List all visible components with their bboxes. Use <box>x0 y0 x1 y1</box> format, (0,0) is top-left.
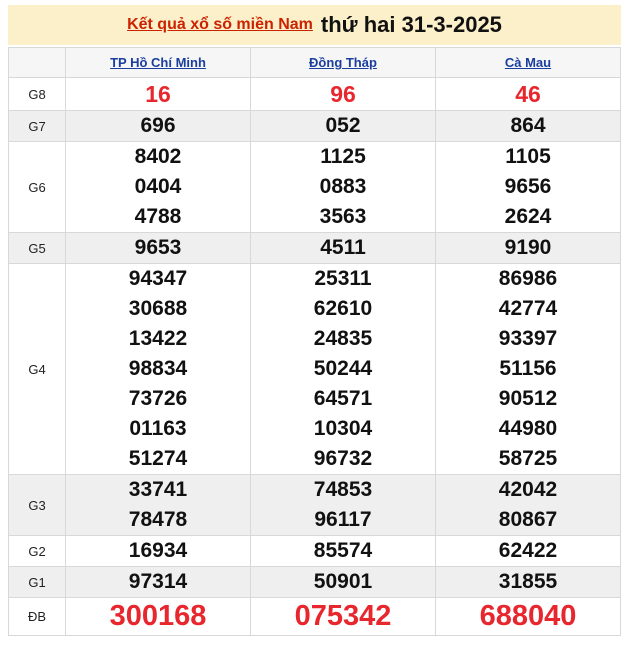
prize-cell <box>436 142 621 233</box>
prize-value: 864 <box>510 114 546 137</box>
prize-cell <box>251 598 436 636</box>
prize-value: 31855 <box>498 570 558 593</box>
prize-value: 46 <box>515 81 541 107</box>
prize-cell <box>436 536 621 567</box>
province-link[interactable]: Đồng Tháp <box>309 55 377 70</box>
prize-value: 4788 <box>134 205 182 228</box>
prize-value: 96732 <box>313 447 373 470</box>
prize-value: 8402 <box>134 145 182 168</box>
prize-value: 9656 <box>504 175 552 198</box>
prize-cell <box>66 233 251 264</box>
prize-value: 24835 <box>313 327 373 350</box>
prize-row-label: G1 <box>9 567 66 598</box>
prize-value: 78478 <box>128 508 188 531</box>
prize-value: 51274 <box>128 447 188 470</box>
prize-row-label: G7 <box>9 111 66 142</box>
prize-cell <box>66 142 251 233</box>
prize-cell <box>251 536 436 567</box>
prize-value: 44980 <box>498 417 558 440</box>
prize-value: 300168 <box>109 600 207 632</box>
prize-row-label: ĐB <box>9 598 66 636</box>
prize-value: 42774 <box>498 297 558 320</box>
prize-value: 85574 <box>313 539 373 562</box>
prize-value: 51156 <box>499 357 557 380</box>
prize-value: 96 <box>330 81 356 107</box>
prize-value: 0404 <box>134 175 182 198</box>
province-link[interactable]: Cà Mau <box>504 55 552 70</box>
prize-value: 10304 <box>313 417 373 440</box>
prize-cell <box>436 233 621 264</box>
prize-value: 01163 <box>129 417 187 440</box>
prize-label-column-header <box>9 48 66 78</box>
prize-row-label: G4 <box>9 264 66 475</box>
prize-value: 4511 <box>320 236 366 259</box>
prize-value: 16 <box>145 81 171 107</box>
prize-cell <box>66 567 251 598</box>
prize-value: 58725 <box>498 447 558 470</box>
prize-row-label: G8 <box>9 78 66 111</box>
prize-row-G3 <box>9 475 621 536</box>
prize-value: 96117 <box>314 508 372 531</box>
prize-value: 075342 <box>294 600 392 632</box>
prize-value: 9653 <box>134 236 182 259</box>
prize-value: 688040 <box>479 600 577 632</box>
prize-value: 3563 <box>319 205 367 228</box>
prize-cell <box>436 111 621 142</box>
prize-cell <box>436 78 621 111</box>
prize-value: 73726 <box>128 387 188 410</box>
column-header-row <box>9 48 621 78</box>
results-table <box>8 47 621 636</box>
prize-cell <box>66 475 251 536</box>
prize-value: 62610 <box>313 297 373 320</box>
prize-value: 50901 <box>313 570 373 593</box>
prize-cell <box>436 598 621 636</box>
prize-row-ĐB <box>9 598 621 636</box>
prize-row-G6 <box>9 142 621 233</box>
prize-value: 80867 <box>498 508 558 531</box>
prize-cell <box>436 264 621 475</box>
title-date: thứ hai 31-3-2025 <box>320 12 502 37</box>
column-header-3 <box>436 48 621 78</box>
prize-row-label: G2 <box>9 536 66 567</box>
prize-value: 696 <box>140 114 176 137</box>
results-table-body <box>9 78 621 636</box>
prize-value: 86986 <box>498 267 558 290</box>
prize-value: 13422 <box>128 327 188 350</box>
prize-row-G7 <box>9 111 621 142</box>
prize-row-G2 <box>9 536 621 567</box>
prize-cell <box>436 567 621 598</box>
prize-cell <box>66 78 251 111</box>
prize-value: 64571 <box>313 387 373 410</box>
prize-value: 1125 <box>320 145 366 168</box>
prize-cell <box>66 598 251 636</box>
prize-cell <box>66 264 251 475</box>
prize-row-G8 <box>9 78 621 111</box>
prize-value: 25311 <box>314 267 372 290</box>
prize-row-label: G3 <box>9 475 66 536</box>
prize-value: 98834 <box>128 357 188 380</box>
prize-row-label: G5 <box>9 233 66 264</box>
prize-value: 2624 <box>504 205 552 228</box>
prize-cell <box>251 567 436 598</box>
title-bar <box>8 5 621 45</box>
prize-value: 33741 <box>128 478 188 501</box>
prize-cell <box>251 233 436 264</box>
title-link[interactable]: Kết quả xổ số miền Nam <box>127 16 313 33</box>
prize-value: 30688 <box>128 297 188 320</box>
prize-value: 0883 <box>319 175 367 198</box>
prize-value: 052 <box>325 114 361 137</box>
prize-cell <box>251 78 436 111</box>
prize-row-label: G6 <box>9 142 66 233</box>
prize-value: 9190 <box>504 236 552 259</box>
prize-value: 90512 <box>498 387 558 410</box>
prize-cell <box>251 264 436 475</box>
prize-row-G1 <box>9 567 621 598</box>
prize-row-G5 <box>9 233 621 264</box>
prize-value: 50244 <box>313 357 373 380</box>
province-link[interactable]: TP Hồ Chí Minh <box>110 55 206 70</box>
prize-value: 93397 <box>498 327 558 350</box>
prize-cell <box>66 536 251 567</box>
column-header-1 <box>66 48 251 78</box>
prize-value: 16934 <box>128 539 188 562</box>
prize-cell <box>66 111 251 142</box>
prize-cell <box>251 142 436 233</box>
prize-value: 42042 <box>498 478 558 501</box>
prize-cell <box>436 475 621 536</box>
prize-value: 94347 <box>128 267 188 290</box>
results-table-header <box>9 48 621 78</box>
prize-value: 1105 <box>505 145 551 168</box>
prize-value: 62422 <box>498 539 558 562</box>
prize-cell <box>251 111 436 142</box>
prize-value: 97314 <box>128 570 188 593</box>
prize-cell <box>251 475 436 536</box>
prize-value: 74853 <box>313 478 373 501</box>
column-header-2 <box>251 48 436 78</box>
prize-row-G4 <box>9 264 621 475</box>
